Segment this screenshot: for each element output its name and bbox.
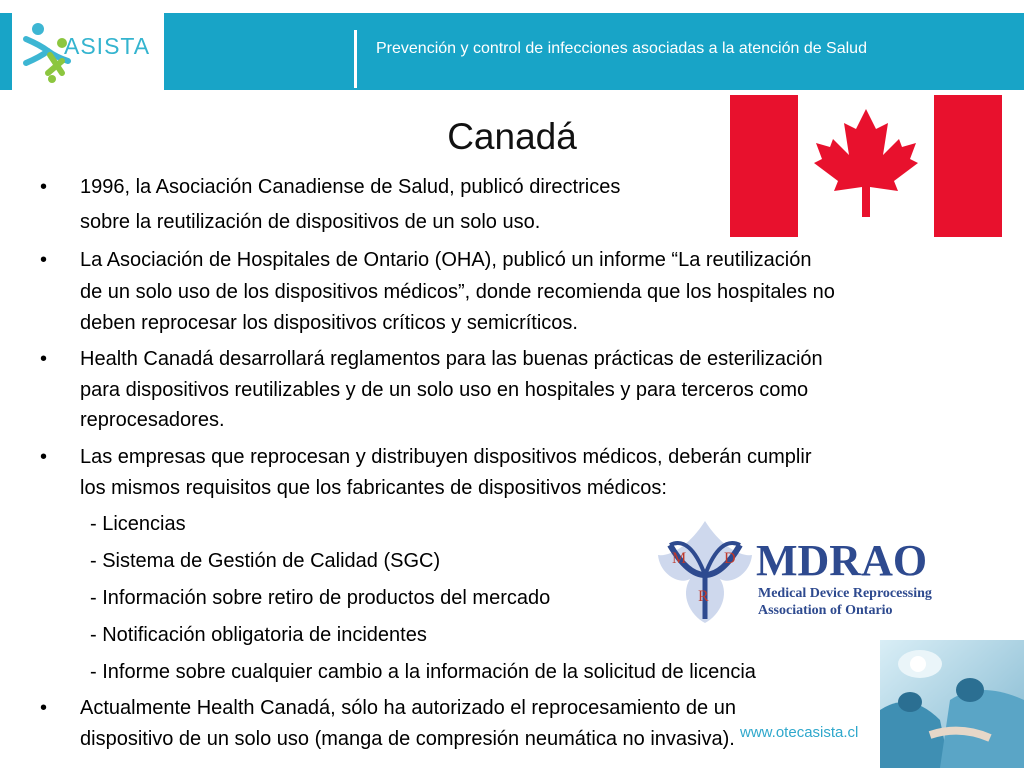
bullet-4-line-1: Las empresas que reprocesan y distribuyen dispositivos médicos, deberán cumplir: [80, 446, 812, 468]
bullet-marker: •: [40, 446, 48, 468]
bullet-marker: •: [40, 249, 48, 271]
mdrao-line-2: Association of Ontario: [758, 603, 893, 618]
bullet-4-line-2: los mismos requisitos que los fabricantes de dispositivos médicos:: [80, 477, 667, 499]
bullet-2-line-3: deben reprocesar los dispositivos críticos y semicríticos.: [80, 312, 578, 334]
bullet-5-line-2: dispositivo de un solo uso (manga de compresión neumática no invasiva).: [80, 728, 735, 750]
sub-item: - Información sobre retiro de productos del mercado: [90, 587, 551, 609]
svg-text:D: D: [724, 550, 736, 567]
sub-item: - Notificación obligatoria de incidentes: [90, 624, 427, 646]
header-subtitle: Prevención y control de infecciones asociadas a la atención de Salud: [376, 40, 867, 57]
bullet-1-line-1: 1996, la Asociación Canadiense de Salud, publicó directrices: [80, 176, 621, 198]
footer-url: www.otecasista.cl: [740, 724, 859, 741]
mdrao-logo: [650, 515, 960, 625]
slide-title: Canadá: [447, 116, 577, 157]
bullet-2-line-2: de un solo uso de los dispositivos médicos”, donde recomienda que los hospitales no: [80, 281, 835, 303]
sub-item: - Licencias: [90, 513, 186, 535]
mdrao-line-1: Medical Device Reprocessing: [758, 586, 932, 601]
asista-logo: [12, 13, 164, 90]
sub-item: - Sistema de Gestión de Calidad (SGC): [90, 550, 441, 572]
bullet-marker: •: [40, 348, 48, 370]
surgery-photo: [880, 640, 1024, 768]
canada-flag-image: [730, 95, 1002, 237]
bullet-3-line-3: reprocesadores.: [80, 409, 225, 431]
mdrao-name: MDRAO: [756, 536, 928, 585]
bullet-2-line-1: La Asociación de Hospitales de Ontario (OHA), publicó un informe “La reutilización: [80, 249, 812, 271]
bullet-3-line-1: Health Canadá desarrollará reglamentos para las buenas prácticas de esterilización: [80, 348, 823, 370]
header-separator: [354, 30, 357, 88]
logo-text: ASISTA: [64, 33, 151, 59]
header-left-accent: [0, 13, 12, 90]
bullet-3-line-2: para dispositivos reutilizables y de un solo uso en hospitales y para terceros como: [80, 379, 809, 401]
mdrao-emblem-icon: [658, 521, 752, 623]
bullet-1-line-2: sobre la reutilización de dispositivos de un solo uso.: [80, 211, 541, 233]
bullet-marker: •: [40, 697, 48, 719]
bullet-marker: •: [40, 176, 48, 198]
sub-item: - Informe sobre cualquier cambio a la información de la solicitud de licencia: [90, 661, 756, 683]
svg-text:M: M: [672, 550, 687, 567]
svg-text:R: R: [698, 588, 709, 605]
bullet-5-line-1: Actualmente Health Canadá, sólo ha autorizado el reprocesamiento de un: [80, 697, 736, 719]
